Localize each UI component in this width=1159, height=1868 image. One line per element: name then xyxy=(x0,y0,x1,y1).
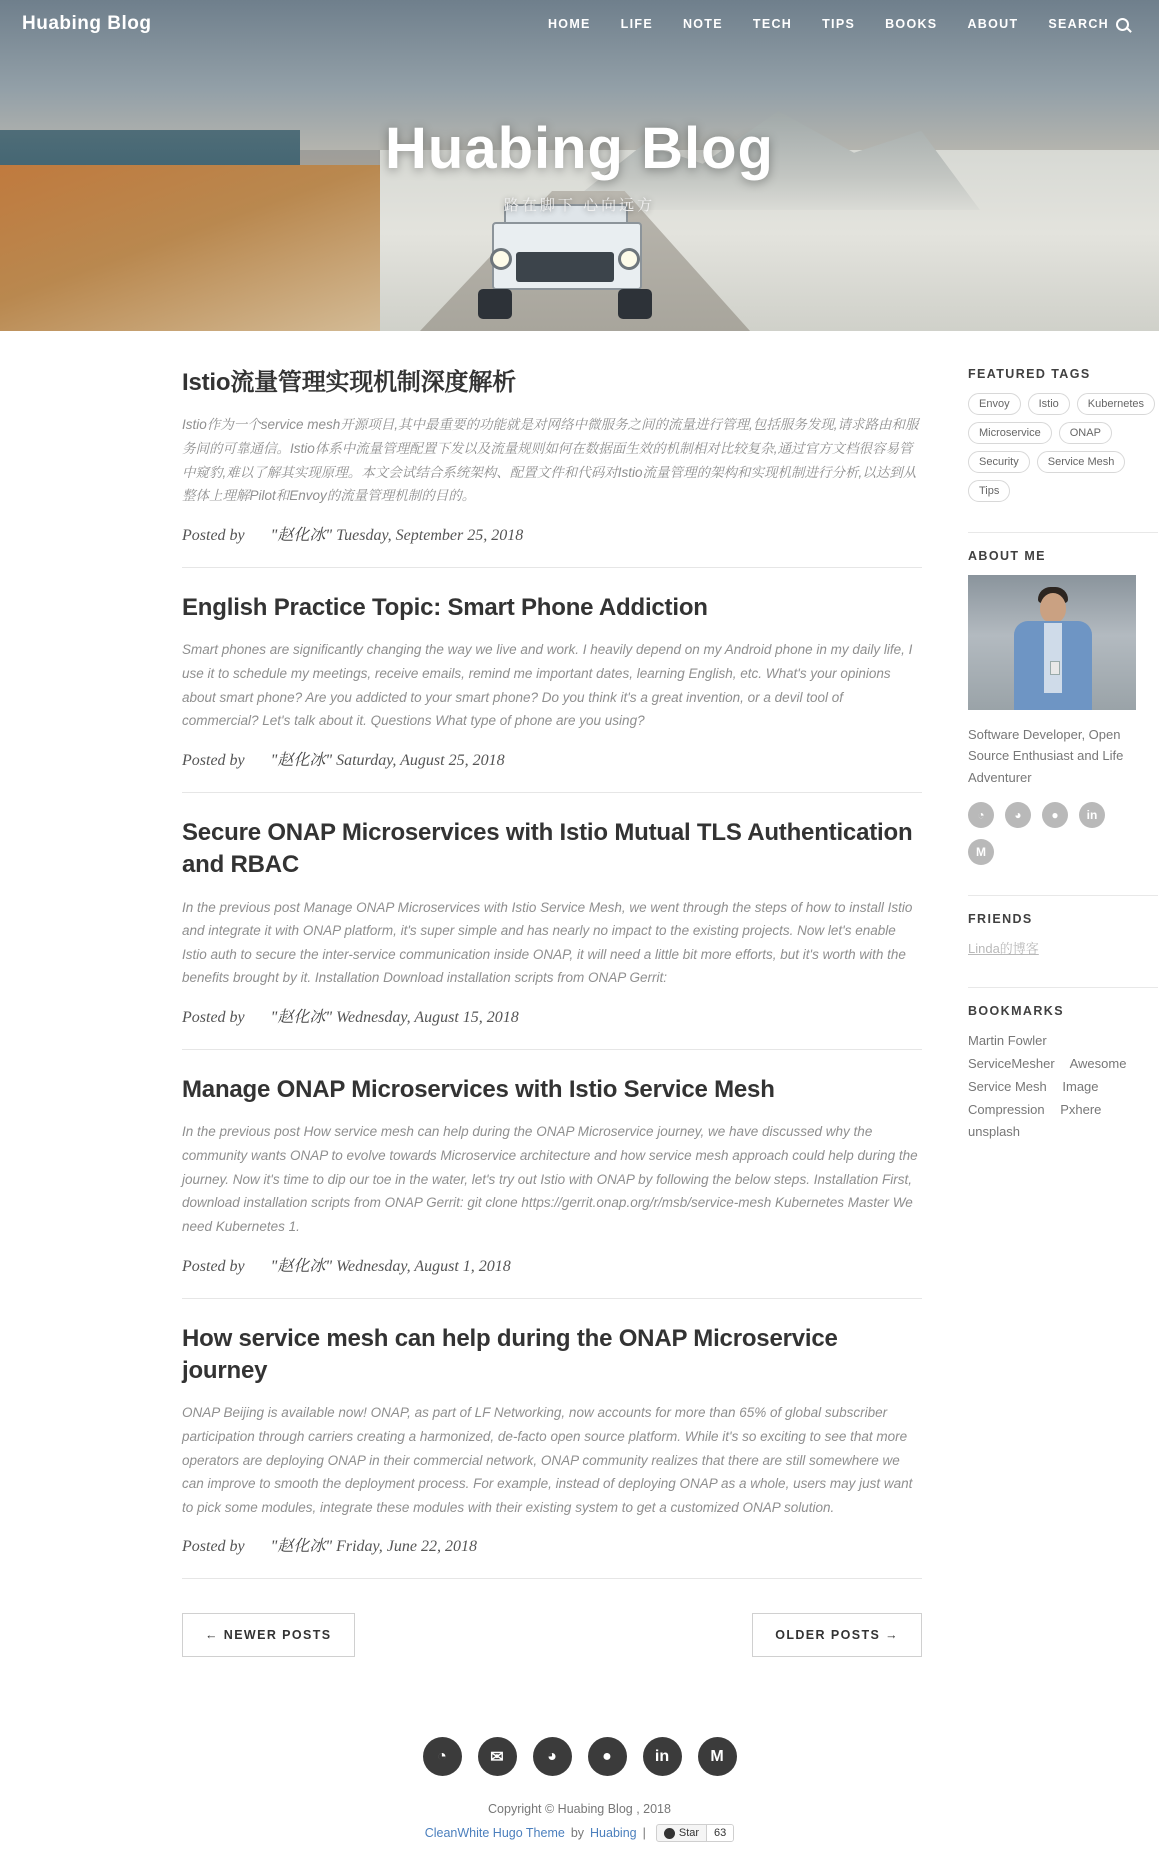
post-item xyxy=(182,592,922,793)
post-author: "赵化冰" xyxy=(270,751,333,769)
post-title[interactable]: Secure ONAP Microservices with Istio Mutual TLS Authentication and RBAC xyxy=(182,818,913,879)
weixin-icon[interactable]: ◕ xyxy=(1005,802,1031,828)
vehicle-headlight-right xyxy=(618,248,640,270)
post-posted-by-label: Posted by xyxy=(182,1257,245,1275)
navbar xyxy=(0,0,1159,48)
tag-microservice[interactable]: Microservice xyxy=(968,422,1052,444)
newer-posts-button[interactable]: ← NEWER POSTS xyxy=(182,1613,355,1657)
bookmarks-block xyxy=(968,987,1158,1148)
nav-item-about[interactable]: ABOUT xyxy=(967,17,1019,31)
friend-link[interactable]: Linda的博客 xyxy=(968,941,1039,957)
nav-item-search[interactable]: SEARCH xyxy=(1048,17,1109,31)
nav-item-life[interactable]: LIFE xyxy=(620,17,653,31)
avatar-head xyxy=(1040,593,1066,623)
post-item xyxy=(182,817,922,1050)
github-star-label-wrap xyxy=(657,1825,706,1841)
post-meta xyxy=(182,1004,922,1027)
post-date: Wednesday, August 15, 2018 xyxy=(336,1009,519,1027)
post-meta xyxy=(182,522,922,545)
vehicle-wheel-left xyxy=(478,289,512,319)
github-icon[interactable]: ● xyxy=(1042,802,1068,828)
github-star-label: Star xyxy=(678,1827,700,1840)
rss-icon[interactable]: ◔ xyxy=(423,1737,462,1776)
nav-item-home[interactable]: HOME xyxy=(547,17,591,31)
hero-banner xyxy=(0,0,1159,331)
post-date: Friday, June 22, 2018 xyxy=(336,1538,477,1556)
copyright-text: Copyright © Huabing Blog , 2018 xyxy=(488,1802,671,1817)
site-footer xyxy=(0,1703,1159,1868)
post-title[interactable]: Istio流量管理实现机制深度解析 xyxy=(182,369,516,396)
hero-title-block xyxy=(0,115,1159,215)
nav-item-tech[interactable]: TECH xyxy=(752,17,793,31)
tag-security[interactable]: Security xyxy=(968,451,1030,473)
avatar-badge xyxy=(1050,661,1060,675)
theme-link[interactable]: CleanWhite Hugo Theme xyxy=(424,1826,565,1841)
post-author: "赵化冰" xyxy=(270,526,333,544)
post-date: Wednesday, August 1, 2018 xyxy=(336,1257,511,1275)
post-posted-by-label: Posted by xyxy=(182,1009,245,1027)
medium-icon[interactable]: M xyxy=(968,839,994,865)
about-me-title: ABOUT ME xyxy=(968,549,1046,563)
sidebar xyxy=(968,367,1158,1174)
email-icon[interactable]: ✉ xyxy=(478,1737,517,1776)
post-title[interactable]: English Practice Topic: Smart Phone Addiction xyxy=(182,593,708,621)
page-container xyxy=(0,331,1159,1657)
medium-icon[interactable]: M xyxy=(698,1737,737,1776)
post-title[interactable]: How service mesh can help during the ONAP Microservice journey xyxy=(182,1324,838,1384)
theme-author-link[interactable]: Huabing xyxy=(590,1826,637,1841)
post-excerpt: In the previous post Manage ONAP Microservices with Istio Service Mesh, we went through the steps of how to install Istio and integrate it with ONAP platform, it's super simple and has nearly no impact to the existing projects. Now let's enable Istio auth to secure the inter-service communication inside ONAP, it will need a little bit more efforts, but it's worth with the benefits brought by it. Installation Download installation scripts from ONAP Gerrit: xyxy=(182,899,913,986)
post-posted-by-label: Posted by xyxy=(182,751,245,769)
theme-by-label: by xyxy=(570,1826,585,1841)
tag-envoy[interactable]: Envoy xyxy=(968,393,1021,415)
sidebar-social-links xyxy=(968,802,1136,865)
post-excerpt: ONAP Beijing is available now! ONAP, as part of LF Networking, now accounts for more than 65% of global subscriber participation through carriers creating a harmonized, de-facto open source platform. While it's so exciting to see that more operators are deploying ONAP in their commercial network, ONAP community realizes that there are still somewhere we can improve to smooth the deployment process. For example, instead of deploying ONAP as a whole, users may just want to pick some modules, integrate these modules with their existing system to get a customized ONAP solution. xyxy=(182,1405,913,1515)
friends-title: FRIENDS xyxy=(968,912,1033,927)
post-meta xyxy=(182,747,922,770)
linkedin-icon[interactable]: in xyxy=(643,1737,682,1776)
tag-service-mesh[interactable]: Service Mesh xyxy=(1037,451,1126,473)
bookmark-unsplash[interactable]: unsplash xyxy=(968,1124,1021,1140)
post-date: Saturday, August 25, 2018 xyxy=(336,751,505,769)
nav-item-books[interactable]: BOOKS xyxy=(885,17,938,31)
post-author: "赵化冰" xyxy=(270,1257,333,1275)
vehicle-grille xyxy=(516,252,614,282)
older-posts-button[interactable]: OLDER POSTS → xyxy=(752,1613,922,1657)
footer-social-links xyxy=(0,1737,1159,1776)
post-excerpt: In the previous post How service mesh can help during the ONAP Microservice journey, we have discussed why the community wants ONAP to evolve towards Microservice architecture and how service mesh approach could help during the journey. Now it's time to dip our toe in the water, let's try out Istio with ONAP by following the below steps. Installation First, download installation scripts from ONAP Gerrit: git clone https://gerrit.onap.org/r/msb/service-mesh Kubernetes Master We need Kubernetes 1. xyxy=(182,1124,918,1234)
page-subtitle: 路在脚下 心向远方 xyxy=(503,197,656,214)
post-posted-by-label: Posted by xyxy=(182,526,245,544)
post-item xyxy=(182,367,922,568)
post-title[interactable]: Manage ONAP Microservices with Istio Service Mesh xyxy=(182,1076,775,1104)
weixin-icon[interactable]: ◕ xyxy=(533,1737,572,1776)
about-me-text: Software Developer, Open Source Enthusiast and Life Adventurer xyxy=(968,727,1124,785)
site-brand[interactable]: Huabing Blog xyxy=(22,13,152,34)
bookmark-martin-fowler[interactable]: Martin Fowler xyxy=(968,1033,1047,1049)
page-title: Huabing Blog xyxy=(385,116,774,181)
friends-block xyxy=(968,895,1158,961)
github-icon[interactable]: ● xyxy=(588,1737,627,1776)
tag-tips[interactable]: Tips xyxy=(968,480,1010,502)
post-item xyxy=(182,1074,922,1299)
bookmark-pxhere[interactable]: Pxhere xyxy=(1060,1101,1102,1117)
hero-vehicle xyxy=(470,204,660,319)
bookmark-awesome-service-mesh[interactable]: Awesome Service Mesh xyxy=(968,1056,1127,1094)
nav-item-tips[interactable]: TIPS xyxy=(822,17,856,31)
search-icon[interactable] xyxy=(1116,18,1129,31)
tag-istio[interactable]: Istio xyxy=(1028,393,1070,415)
pagination xyxy=(182,1613,922,1657)
featured-tags-block xyxy=(968,367,1158,506)
rss-icon[interactable]: ◔ xyxy=(968,802,994,828)
tag-kubernetes[interactable]: Kubernetes xyxy=(1077,393,1155,415)
avatar xyxy=(968,575,1136,710)
bookmarks-title: BOOKMARKS xyxy=(968,1004,1064,1019)
linkedin-icon[interactable]: in xyxy=(1079,802,1105,828)
github-star-button[interactable] xyxy=(656,1824,734,1842)
bookmark-servicemesher[interactable]: ServiceMesher xyxy=(968,1056,1055,1072)
vehicle-headlight-left xyxy=(490,248,512,270)
about-me-block xyxy=(968,532,1158,869)
bookmark-image-compression[interactable]: Image Compression xyxy=(968,1078,1099,1117)
featured-tags-title: FEATURED TAGS xyxy=(968,367,1091,381)
post-item xyxy=(182,1323,922,1580)
post-list xyxy=(182,367,922,1657)
github-star-count: 63 xyxy=(706,1825,733,1841)
post-excerpt: Istio作为一个service mesh开源项目,其中最重要的功能就是对网络中微服务之间的流量进行管理,包括服务发现,请求路由和服务间的可靠通信。Istio体系中流量管理配置下发以及流量规则如何在数据面生效的机制相对比较复杂,通过官方文档很容易管中窥豹,难以了解其实现原理。本文会试结合系统架构、配置文件和代码对Istio流量管理的架构和实现机制进行分析,以达到从整体上理解Pilot和Envoy的流量管理机制的目的。 xyxy=(182,417,919,504)
nav-links xyxy=(548,17,1137,31)
nav-item-note[interactable]: NOTE xyxy=(682,17,723,31)
tag-onap[interactable]: ONAP xyxy=(1059,422,1112,444)
theme-separator: | xyxy=(642,1826,646,1841)
post-meta xyxy=(182,1533,922,1556)
vehicle-wheel-right xyxy=(618,289,652,319)
nav-search[interactable] xyxy=(1048,17,1129,31)
post-author: "赵化冰" xyxy=(270,1009,333,1027)
github-icon xyxy=(664,1828,675,1839)
post-author: "赵化冰" xyxy=(270,1538,333,1556)
theme-credit xyxy=(0,1824,1159,1842)
bookmark-list xyxy=(968,1030,1158,1144)
post-meta xyxy=(182,1253,922,1276)
post-date: Tuesday, September 25, 2018 xyxy=(336,526,524,544)
post-posted-by-label: Posted by xyxy=(182,1538,245,1556)
avatar-shirt xyxy=(1044,623,1062,693)
post-excerpt: Smart phones are significantly changing the way we live and work. I heavily depend on my Android phone in my daily life, I use it to schedule my meetings, receive emails, remind me important dates, learning English, etc. What's your opinions about smart phone? Are you addicted to your smart phone? Do you think it's a great invention, or a devil tool of commercial? Let's talk about it. Questions What type of phone are you using? xyxy=(182,642,913,729)
tag-list xyxy=(968,393,1158,502)
